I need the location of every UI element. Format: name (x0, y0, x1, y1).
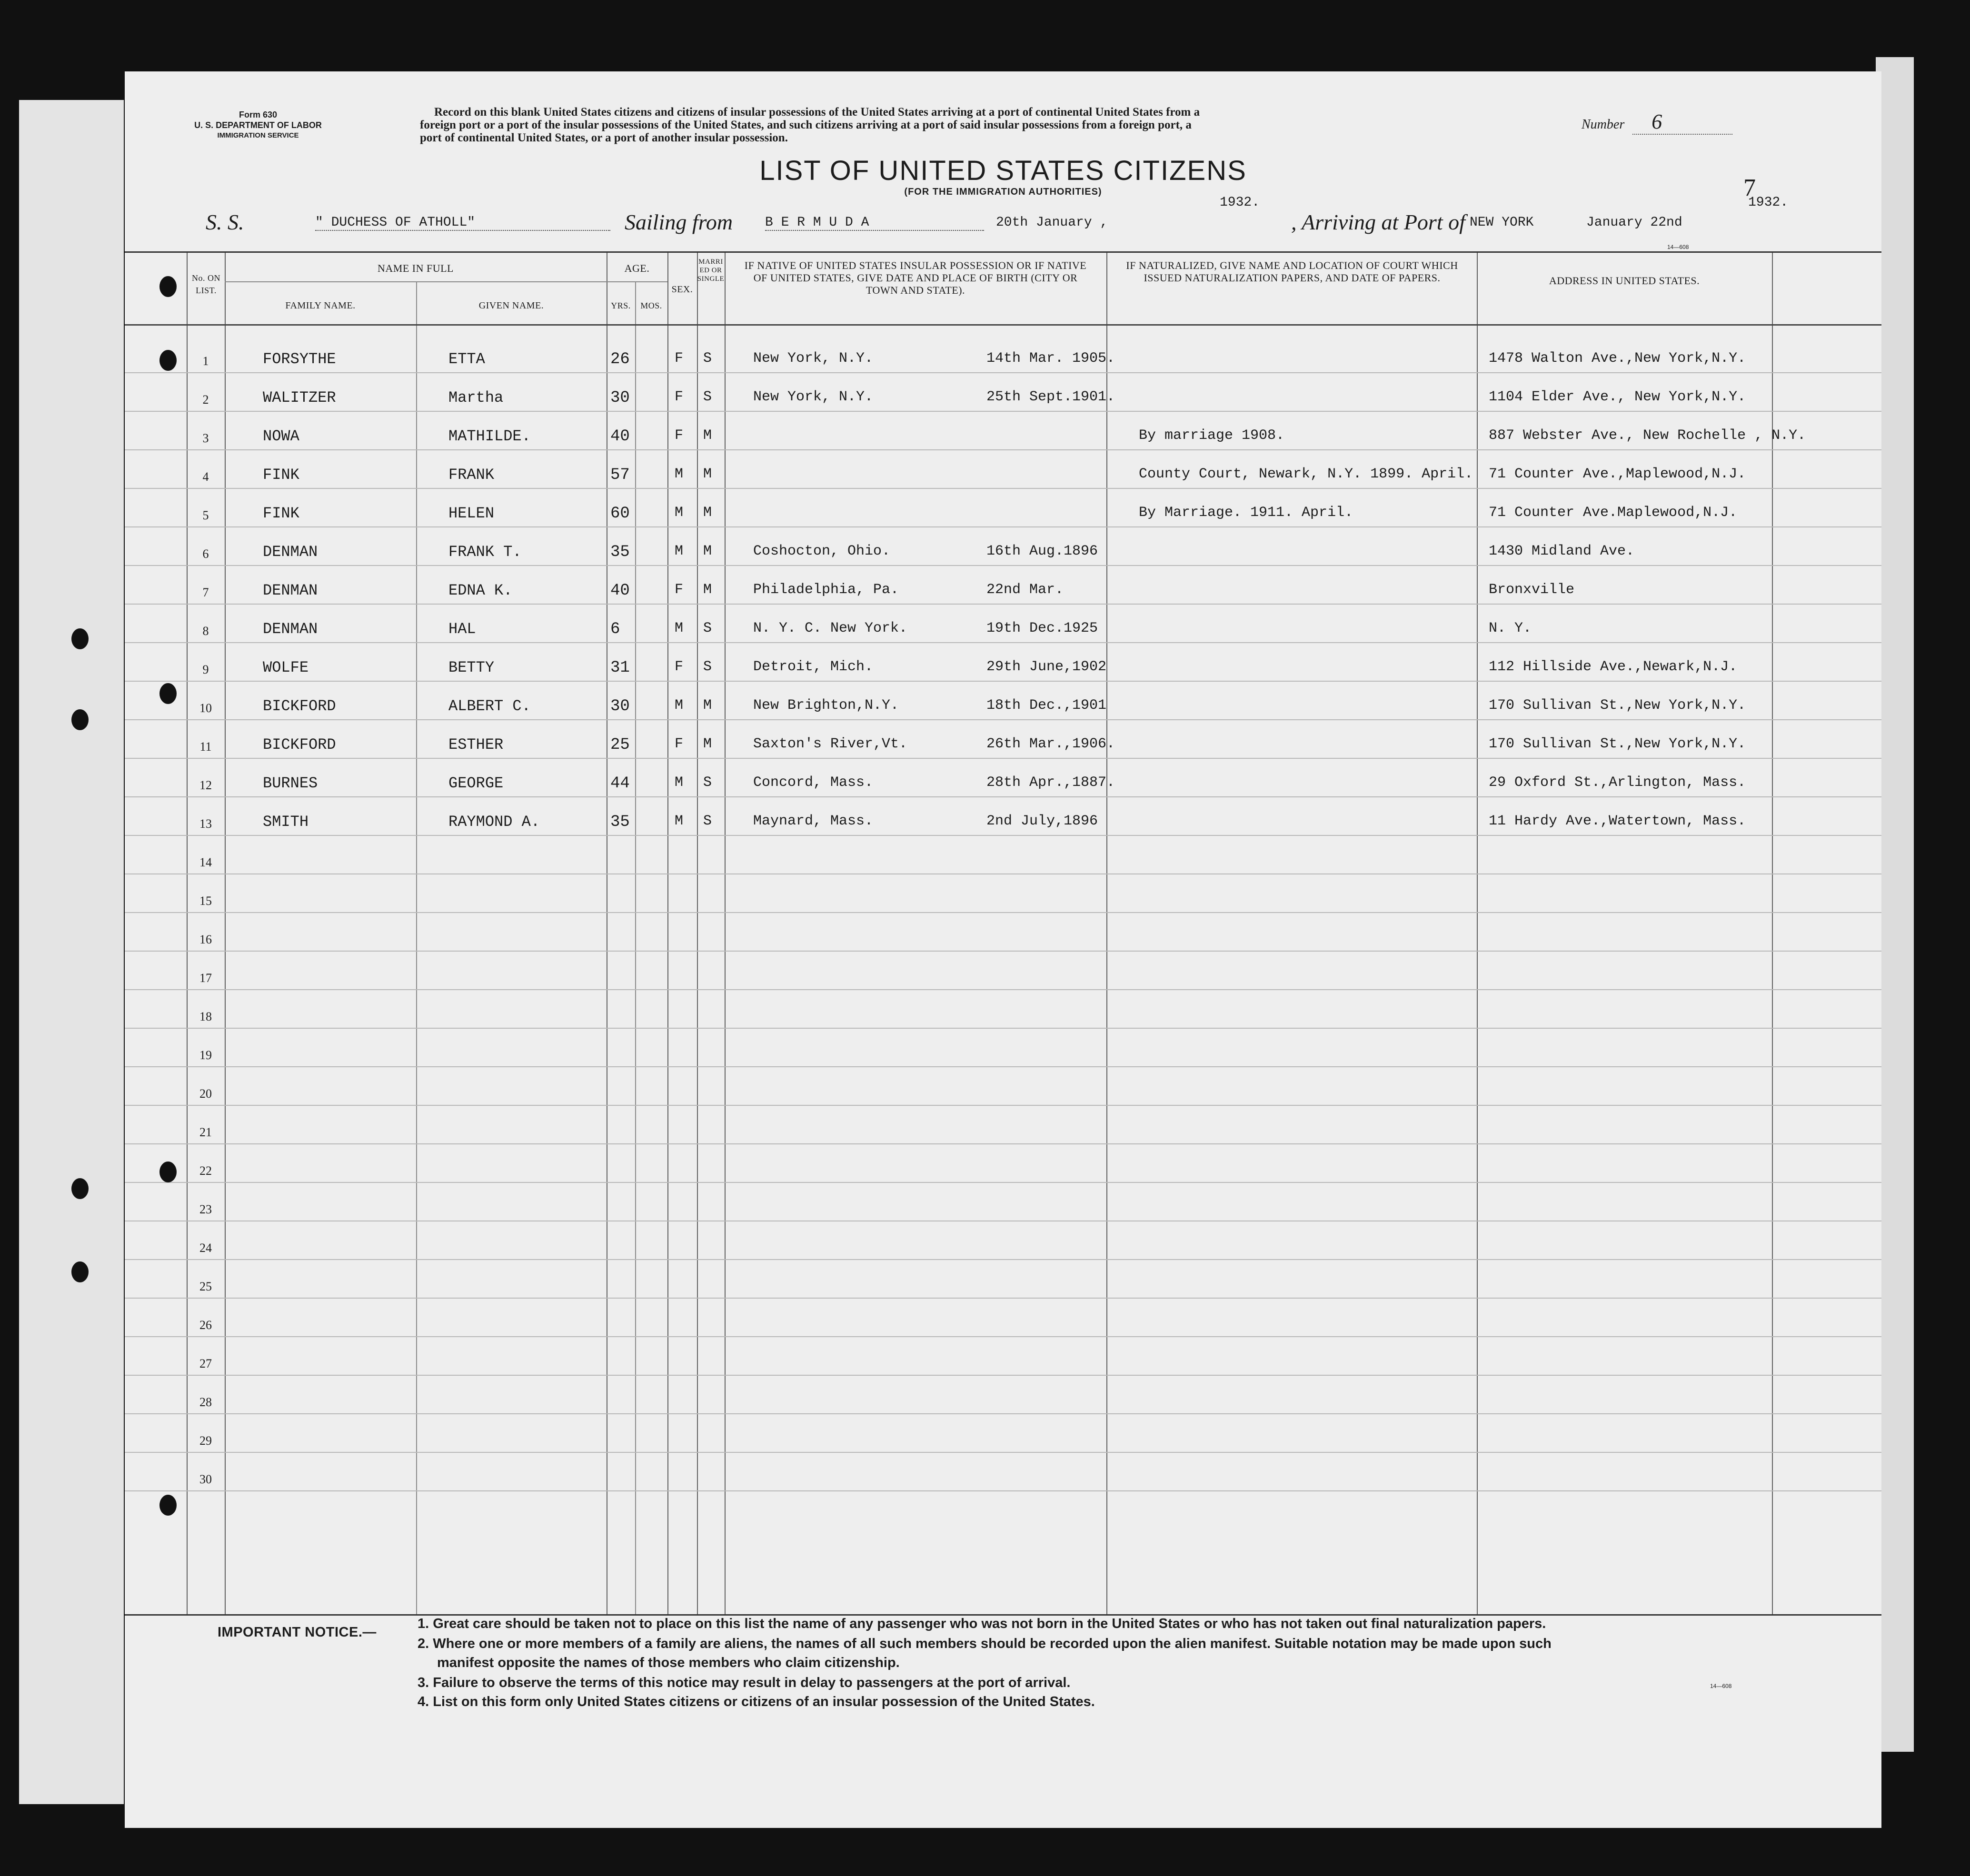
header-birth: IF NATIVE OF UNITED STATES INSULAR POSSESSION OR IF NATIVE OF UNITED STATES, GIVE DATE AND PLACE OF BIRTH (CITY OR TOWN AND STATE). (744, 259, 1087, 296)
birthplace-cell: Maynard, Mass. (753, 813, 874, 829)
header-mos: MOS. (640, 301, 662, 310)
birthdate-cell: 18th Dec.,1901 (986, 697, 1107, 714)
row-number: 2 (202, 393, 209, 407)
row-number: 9 (202, 663, 209, 676)
row-number: 13 (199, 817, 212, 831)
manifest-page (125, 71, 1881, 1828)
binder-hole (71, 1261, 89, 1282)
instructions-line-3: port of continental United States, or a port of another insular possession. (420, 131, 788, 144)
binder-hole (159, 1495, 177, 1516)
row-number: 3 (202, 431, 209, 445)
sex-cell: M (675, 543, 684, 559)
age-cell: 6 (610, 620, 620, 638)
department-name: U. S. DEPARTMENT OF LABOR (194, 120, 322, 130)
row-number: 16 (199, 933, 212, 946)
row-rule (125, 1375, 1881, 1376)
address-cell: 71 Counter Ave.Maplewood,N.J. (1489, 505, 1738, 521)
birthplace-cell: Detroit, Mich. (753, 659, 874, 675)
status-cell: S (703, 659, 712, 675)
address-cell: 71 Counter Ave.,Maplewood,N.J. (1489, 466, 1746, 482)
sex-cell: F (675, 427, 684, 444)
name-header-rule (225, 281, 607, 282)
birthdate-cell: 2nd July,1896 (986, 813, 1098, 829)
sailing-date: 20th January , (996, 215, 1108, 230)
arrival-date: January 22nd (1586, 215, 1682, 230)
notice-item-2b: manifest opposite the names of those members who claim citizenship. (437, 1655, 900, 1670)
corner-number: 7 (1743, 174, 1756, 201)
birthplace-cell: Saxton's River,Vt. (753, 736, 908, 752)
row-number: 1 (202, 354, 209, 368)
form-title: LIST OF UNITED STATES CITIZENS (759, 155, 1247, 186)
row-rule (125, 372, 1881, 373)
row-rule (125, 1298, 1881, 1299)
given-name-cell: ALBERT C. (448, 697, 531, 715)
given-name-cell: EDNA K. (448, 582, 513, 599)
instructions (420, 106, 1677, 144)
row-number: 19 (199, 1048, 212, 1062)
table-body (125, 326, 1881, 1614)
address-cell: 11 Hardy Ave.,Watertown, Mass. (1489, 813, 1746, 829)
given-name-cell: ETTA (448, 350, 485, 368)
address-cell: 170 Sullivan St.,New York,N.Y. (1489, 697, 1746, 714)
birthplace-cell: New York, N.Y. (753, 389, 874, 405)
binder-hole (159, 276, 177, 297)
notice-item-1: 1. Great care should be taken not to place on this list the name of any passenger who was not born in the United States or who has not taken out final naturalization papers. (418, 1616, 1546, 1631)
address-cell: 1430 Midland Ave. (1489, 543, 1635, 559)
family-name-cell: WALITZER (263, 389, 336, 407)
header-no-on-list: No. ON LIST. (192, 273, 220, 295)
row-number: 28 (199, 1395, 212, 1409)
given-name-cell: GEORGE (448, 774, 504, 792)
row-number: 24 (199, 1241, 212, 1255)
number-value: 6 (1632, 109, 1732, 135)
row-rule (125, 604, 1881, 605)
row-number: 18 (199, 1010, 212, 1023)
header-given-name: GIVEN NAME. (478, 300, 544, 311)
address-cell: 112 Hillside Ave.,Newark,N.J. (1489, 659, 1738, 675)
age-cell: 57 (610, 466, 630, 484)
age-cell: 40 (610, 427, 630, 446)
header-family-name: FAMILY NAME. (285, 300, 356, 311)
sex-cell: F (675, 582, 684, 598)
header-name-in-full: NAME IN FULL (378, 262, 454, 274)
row-rule (125, 565, 1881, 566)
important-notice (125, 1604, 1881, 1761)
row-rule (125, 488, 1881, 489)
status-cell: S (703, 620, 712, 636)
print-code-top: 14—608 (1667, 244, 1689, 250)
address-cell: 887 Webster Ave., New Rochelle , N.Y. (1489, 427, 1806, 444)
given-name-cell: Martha (448, 389, 504, 407)
row-rule (125, 449, 1881, 450)
row-number: 4 (202, 470, 209, 484)
ss-label: S. S. (206, 210, 244, 234)
birthdate-cell: 26th Mar.,1906. (986, 736, 1115, 752)
form-id-block (163, 109, 353, 141)
status-cell: M (703, 466, 712, 482)
naturalization-cell: County Court, Newark, N.Y. 1899. April. (1139, 466, 1473, 482)
birthplace-cell: Philadelphia, Pa. (753, 582, 899, 598)
family-name-cell: BICKFORD (263, 697, 336, 715)
row-number: 17 (199, 971, 212, 985)
number-field (1582, 109, 1762, 135)
age-cell: 35 (610, 543, 630, 561)
row-rule (125, 642, 1881, 643)
row-rule (125, 835, 1881, 836)
row-rule (125, 989, 1881, 990)
birthdate-cell: 29th June,1902 (986, 659, 1107, 675)
status-cell: S (703, 350, 712, 367)
family-name-cell: SMITH (263, 813, 309, 831)
family-name-cell: FINK (263, 505, 299, 522)
row-rule (125, 758, 1881, 759)
row-number: 8 (202, 624, 209, 638)
birthdate-cell: 14th Mar. 1905. (986, 350, 1115, 367)
given-name-cell: HELEN (448, 505, 495, 522)
sex-cell: F (675, 389, 684, 405)
sailing-label: Sailing from (625, 210, 733, 234)
row-rule (125, 951, 1881, 952)
print-code-bottom: 14—608 (1710, 1683, 1732, 1689)
binder-hole (159, 683, 177, 704)
given-name-cell: FRANK T. (448, 543, 522, 561)
family-name-cell: DENMAN (263, 620, 318, 638)
status-cell: S (703, 389, 712, 405)
row-number: 23 (199, 1202, 212, 1216)
sex-cell: M (675, 813, 684, 829)
sex-cell: M (675, 620, 684, 636)
birthplace-cell: N. Y. C. New York. (753, 620, 908, 636)
sex-cell: F (675, 350, 684, 367)
age-cell: 60 (610, 505, 630, 523)
row-number: 12 (199, 778, 212, 792)
notice-item-4: 4. List on this form only United States citizens or citizens of an insular possession of the United States. (418, 1694, 1095, 1709)
underlying-sheet-right (1876, 57, 1914, 1752)
age-cell: 25 (610, 736, 630, 754)
age-cell: 31 (610, 659, 630, 677)
row-rule (125, 681, 1881, 682)
row-number: 21 (199, 1125, 212, 1139)
address-cell: 1104 Elder Ave., New York,N.Y. (1489, 389, 1746, 405)
row-rule (125, 796, 1881, 797)
header-address: ADDRESS IN UNITED STATES. (1549, 275, 1700, 287)
row-number: 15 (199, 894, 212, 908)
naturalization-cell: By Marriage. 1911. April. (1139, 505, 1353, 521)
family-name-cell: FORSYTHE (263, 350, 336, 368)
row-number: 30 (199, 1472, 212, 1486)
age-header-rule (607, 281, 667, 282)
age-cell: 40 (610, 582, 630, 600)
service-name: IMMIGRATION SERVICE (217, 131, 299, 139)
status-cell: M (703, 697, 712, 714)
birthplace-cell: Coshocton, Ohio. (753, 543, 891, 559)
family-name-cell: BICKFORD (263, 736, 336, 754)
birthdate-cell: 19th Dec.1925 (986, 620, 1098, 636)
family-name-cell: DENMAN (263, 582, 318, 599)
address-cell: Bronxville (1489, 582, 1575, 598)
row-number: 10 (199, 701, 212, 715)
row-rule (125, 1143, 1881, 1144)
arrival-year: 1932. (1748, 195, 1789, 210)
birthdate-cell: 28th Apr.,1887. (986, 774, 1115, 791)
sex-cell: F (675, 659, 684, 675)
header-married-or-single: MARRIED OR SINGLE (697, 258, 725, 283)
row-rule (125, 1413, 1881, 1414)
header-naturalized: IF NATURALIZED, GIVE NAME AND LOCATION OF COURT WHICH ISSUED NATURALIZATION PAPERS, AND DATE OF PAPERS. (1126, 259, 1458, 284)
given-name-cell: BETTY (448, 659, 495, 676)
address-cell: 1478 Walton Ave.,New York,N.Y. (1489, 350, 1746, 367)
family-name-cell: DENMAN (263, 543, 318, 561)
given-name-cell: RAYMOND A. (448, 813, 540, 831)
header-age: AGE. (624, 262, 650, 274)
binder-hole (71, 709, 89, 730)
naturalization-cell: By marriage 1908. (1139, 427, 1285, 444)
ship-name: " DUCHESS OF ATHOLL" (315, 215, 610, 231)
row-rule (125, 912, 1881, 913)
instructions-line-1: Record on this blank United States citizens and citizens of insular possessions of the United States arriving at a port of continental United States from a (434, 106, 1200, 119)
form-number: Form 630 (239, 110, 278, 119)
birthdate-cell: 25th Sept.1901. (986, 389, 1115, 405)
row-number: 26 (199, 1318, 212, 1332)
row-rule (125, 1259, 1881, 1260)
row-rule (125, 1028, 1881, 1029)
sex-cell: M (675, 774, 684, 791)
row-rule (125, 1105, 1881, 1106)
given-name-cell: MATHILDE. (448, 427, 531, 445)
number-label: Number (1582, 117, 1625, 132)
family-name-cell: NOWA (263, 427, 299, 445)
arriving-label: , Arriving at Port of (1291, 210, 1465, 234)
age-cell: 30 (610, 389, 630, 407)
status-cell: M (703, 427, 712, 444)
address-cell: 170 Sullivan St.,New York,N.Y. (1489, 736, 1746, 752)
row-number: 27 (199, 1357, 212, 1370)
row-number: 22 (199, 1164, 212, 1178)
notice-label: IMPORTANT NOTICE.— (218, 1625, 377, 1640)
sailing-port: B E R M U D A (765, 215, 984, 231)
age-cell: 35 (610, 813, 630, 831)
binder-hole (71, 1178, 89, 1199)
age-cell: 44 (610, 774, 630, 793)
row-number: 7 (202, 586, 209, 599)
row-rule (125, 1490, 1881, 1491)
status-cell: M (703, 736, 712, 752)
row-number: 29 (199, 1434, 212, 1448)
row-number: 5 (202, 508, 209, 522)
arrival-port: NEW YORK (1470, 215, 1534, 230)
row-rule (125, 1066, 1881, 1067)
birthplace-cell: New York, N.Y. (753, 350, 874, 367)
notice-item-2a: 2. Where one or more members of a family are aliens, the names of all such members should be recorded upon the alien manifest. Suitable notation may be made upon such (418, 1636, 1552, 1651)
form-subtitle: (FOR THE IMMIGRATION AUTHORITIES) (904, 187, 1102, 197)
given-name-cell: HAL (448, 620, 476, 638)
address-cell: 29 Oxford St.,Arlington, Mass. (1489, 774, 1746, 791)
row-rule (125, 873, 1881, 874)
row-rule (125, 1336, 1881, 1337)
binder-hole (159, 350, 177, 371)
status-cell: M (703, 582, 712, 598)
row-rule (125, 411, 1881, 412)
manifest-table (125, 251, 1881, 1616)
sex-cell: F (675, 736, 684, 752)
address-cell: N. Y. (1489, 620, 1532, 636)
sailing-year: 1932. (1220, 195, 1260, 210)
header-sex: SEX. (671, 284, 693, 295)
family-name-cell: WOLFE (263, 659, 309, 676)
row-number: 25 (199, 1280, 212, 1293)
sex-cell: M (675, 505, 684, 521)
header-yrs: YRS. (611, 301, 631, 310)
birthdate-cell: 16th Aug.1896 (986, 543, 1098, 559)
given-name-cell: FRANK (448, 466, 495, 484)
row-rule (125, 526, 1881, 527)
instructions-line-2: foreign port or a port of the insular possessions of the United States, and such citizens arriving at a port of said insular possessions from a foreign port, a (420, 119, 1192, 131)
row-number: 14 (199, 855, 212, 869)
row-number: 20 (199, 1087, 212, 1101)
underlying-sheet (19, 100, 124, 1804)
birthplace-cell: Concord, Mass. (753, 774, 874, 791)
row-number: 6 (202, 547, 209, 561)
status-cell: M (703, 505, 712, 521)
birthplace-cell: New Brighton,N.Y. (753, 697, 899, 714)
age-cell: 26 (610, 350, 630, 368)
binder-hole (71, 628, 89, 649)
sex-cell: M (675, 697, 684, 714)
family-name-cell: FINK (263, 466, 299, 484)
sex-cell: M (675, 466, 684, 482)
age-cell: 30 (610, 697, 630, 715)
row-rule (125, 1182, 1881, 1183)
row-number: 11 (199, 740, 212, 754)
notice-item-3: 3. Failure to observe the terms of this notice may result in delay to passengers at the port of arrival. (418, 1675, 1071, 1690)
family-name-cell: BURNES (263, 774, 318, 792)
given-name-cell: ESTHER (448, 736, 504, 754)
row-rule (125, 1452, 1881, 1453)
status-cell: S (703, 774, 712, 791)
binder-hole (159, 1161, 177, 1182)
row-rule (125, 719, 1881, 720)
status-cell: S (703, 813, 712, 829)
voyage-line (206, 195, 1815, 238)
status-cell: M (703, 543, 712, 559)
birthdate-cell: 22nd Mar. (986, 582, 1064, 598)
